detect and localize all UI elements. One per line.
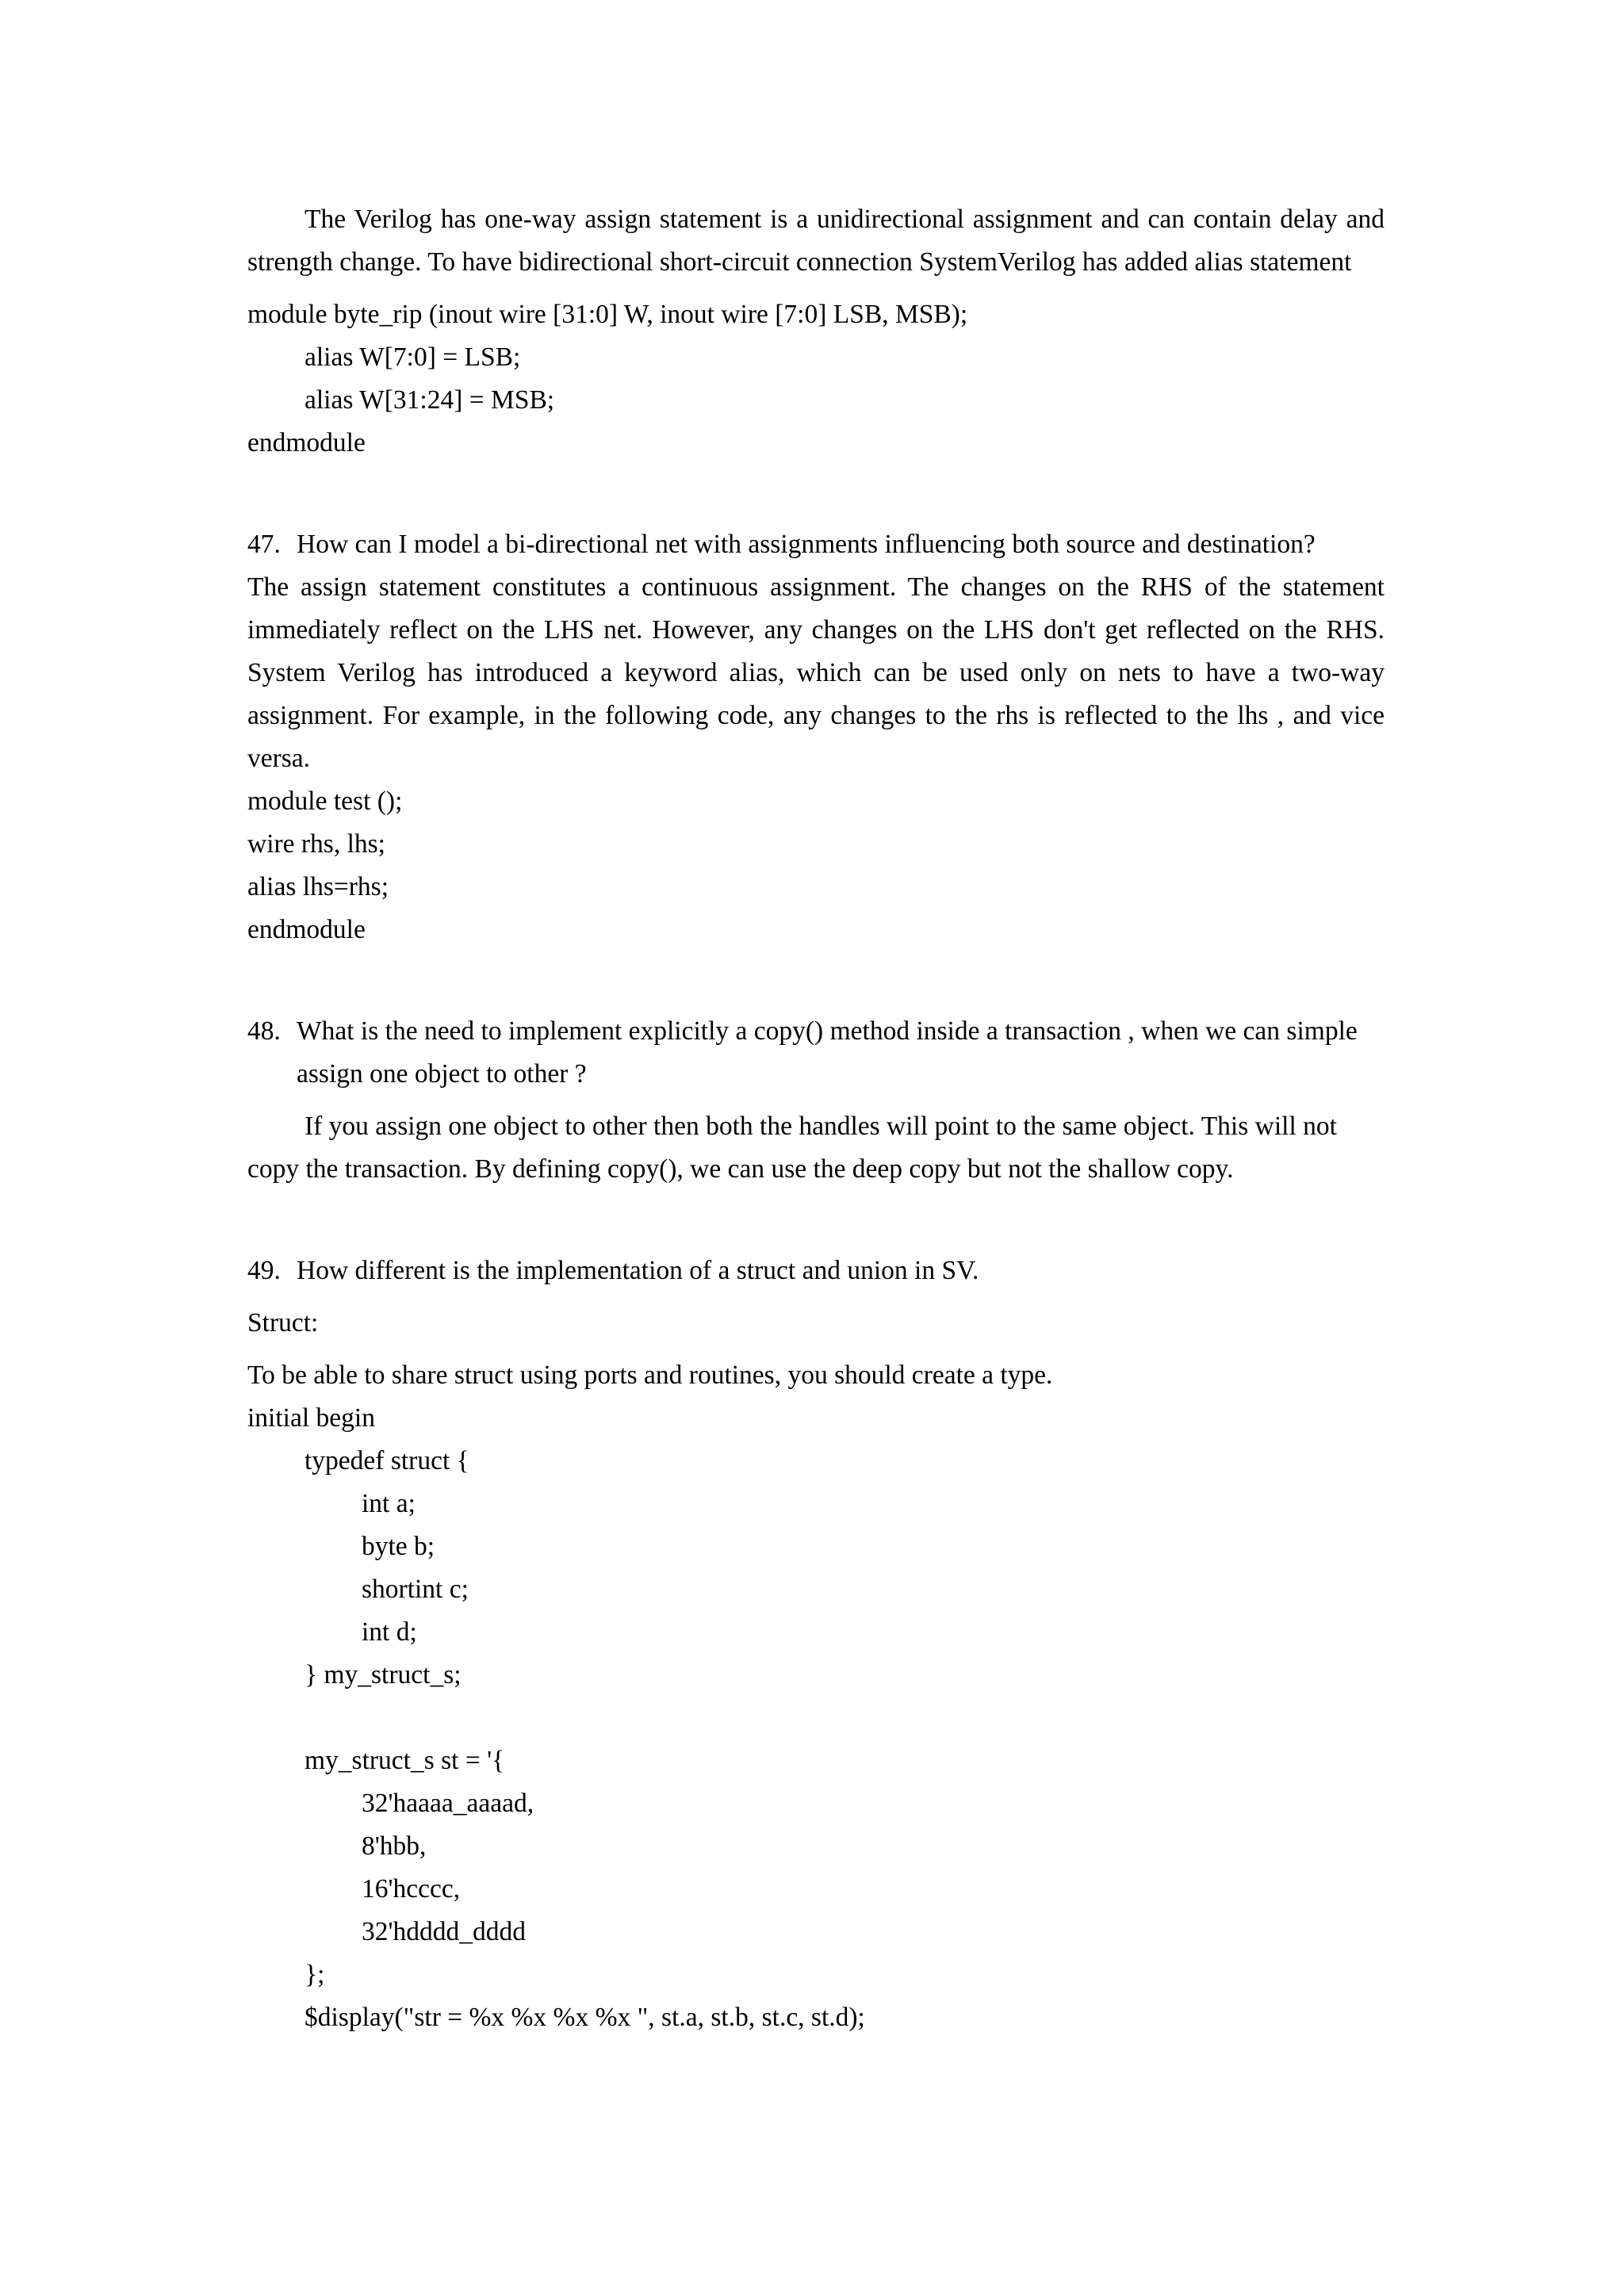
struct-note: To be able to share struct using ports and routines, you should create a type.	[247, 1360, 1053, 1390]
answer-47: The assign statement constitutes a continuous assignment. The changes on the RHS of the statement immediately reflect on the LHS net. However, any changes on the LHS don't get reflected on the RHS. System Verilog has introduced a keyword alias, which can be used only on nets to have a two-way assignment. For example, in the following code, any changes to the rhs is reflected to the lhs , and vice versa.	[247, 572, 1385, 773]
code-line: };	[304, 1960, 325, 1989]
question-47	[247, 523, 1385, 566]
intro-paragraph: The Verilog has one-way assign statement is a unidirectional assignment and can contain delay and strength change. To have bidirectional short-circuit connection SystemVerilog has added alias statement	[247, 205, 1385, 277]
code-line: alias lhs=rhs;	[247, 872, 389, 901]
question-number: 48.	[247, 1016, 281, 1046]
code-line: 32'hdddd_dddd	[362, 1917, 527, 1946]
code-line: module test ();	[247, 786, 403, 816]
question-48	[247, 1010, 1385, 1096]
intro-code-block	[247, 293, 1385, 465]
document-page	[247, 198, 1385, 2039]
code-line: 16'hcccc,	[362, 1874, 461, 1904]
code-line: wire rhs, lhs;	[247, 829, 385, 859]
question-number: 47.	[247, 530, 281, 559]
code-line: my_struct_s st = '{	[304, 1746, 505, 1775]
answer-48: If you assign one object to other then both the handles will point to the same object. This will not copy the transaction. By defining copy(), we can use the deep copy but not the shallow copy.	[247, 1112, 1337, 1184]
code-line: shortint c;	[362, 1575, 469, 1604]
code-line: alias W[7:0] = LSB;	[304, 342, 521, 372]
q47-code-block	[247, 780, 1385, 951]
code-line: endmodule	[247, 428, 366, 457]
question-number: 49.	[247, 1256, 281, 1285]
question-text: How can I model a bi-directional net with assignments influencing both source and destination?	[297, 530, 1316, 559]
code-line: 8'hbb,	[362, 1831, 427, 1861]
code-line: int d;	[362, 1617, 417, 1647]
code-line: int a;	[362, 1489, 416, 1518]
code-line: initial begin	[247, 1403, 375, 1433]
code-line: endmodule	[247, 915, 366, 944]
q49-code-block	[247, 1397, 1385, 2039]
code-line: $display("str = %x %x %x %x ", st.a, st.b, st.c, st.d);	[304, 2003, 865, 2032]
code-line: module byte_rip (inout wire [31:0] W, inout wire [7:0] LSB, MSB);	[247, 300, 968, 329]
question-text: How different is the implementation of a struct and union in SV.	[297, 1256, 979, 1285]
question-text: What is the need to implement explicitly a copy() method inside a transaction , when we can simple assign one object to other ?	[297, 1016, 1358, 1089]
struct-label: Struct:	[247, 1308, 319, 1337]
question-49	[247, 1249, 1385, 1292]
code-line: alias W[31:24] = MSB;	[304, 385, 555, 415]
code-line: byte b;	[362, 1532, 435, 1561]
code-line: 32'haaaa_aaaad,	[362, 1789, 534, 1818]
code-line-blank	[247, 1697, 1385, 1739]
code-line: } my_struct_s;	[304, 1660, 462, 1689]
code-line: typedef struct {	[304, 1446, 469, 1475]
